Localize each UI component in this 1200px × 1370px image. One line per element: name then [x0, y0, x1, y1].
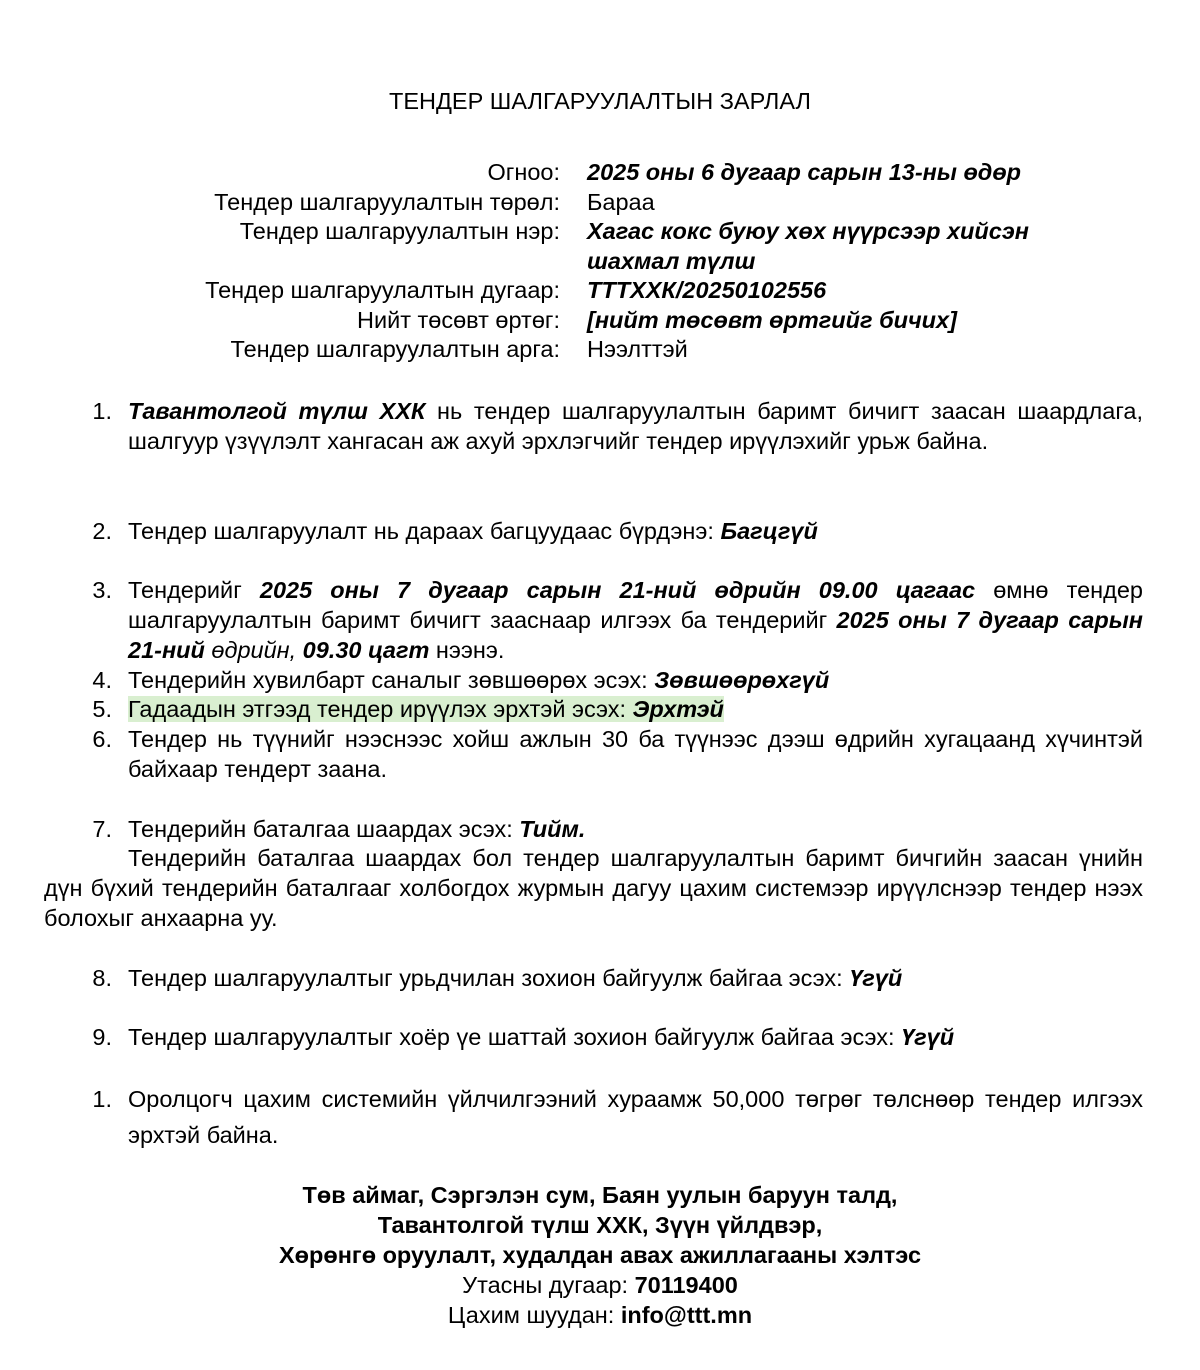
item-number: 9. [92, 1024, 112, 1050]
item-text: Тендерийг [128, 577, 260, 603]
meta-type-label: Тендер шалгаруулалтын төрөл: [214, 188, 560, 215]
list-item [92, 575, 1144, 665]
item-number: 7. [92, 816, 112, 842]
item-value: Тийм. [519, 816, 586, 842]
opening-date: 2025 оны 7 дугаар сарын 21-ний [128, 607, 1143, 663]
guarantee-paragraph: Тендерийн баталгаа шаардах бол тендер шалгаруулалтын баримт бичгийн заасан үнийн дүн бүхий тендерийн баталгааг холбогдох журмын дагуу цахим системээр ирүүлснээр тендер нээх болохыг анхаарна уу. [44, 845, 1143, 931]
tender-meta [0, 158, 1200, 365]
company-name: Тавантолгой түлш ХХК [128, 398, 426, 424]
item-text: Тендер шалгаруулалтыг урьдчилан зохион байгуулж байгаа эсэх: [128, 965, 850, 991]
item-text: Тендерийн хувилбарт саналыг зөвшөөрөх эсэх: [128, 667, 655, 693]
meta-date-value: 2025 оны 6 дугаар сарын 13-ны өдөр [587, 159, 1022, 185]
list-item [92, 814, 1143, 844]
item-number: 1. [92, 398, 112, 424]
footer-email [0, 1300, 1200, 1330]
meta-number-value: ТТТХХК/20250102556 [587, 277, 827, 303]
item-value: Эрхтэй [632, 696, 724, 722]
meta-budget-label: Нийт төсөвт өртөг: [357, 306, 560, 333]
meta-name-row [0, 217, 1200, 276]
meta-method-label: Тендер шалгаруулалтын арга: [230, 336, 560, 362]
meta-date-label: Огноо: [487, 159, 560, 185]
item-number: 8. [92, 965, 112, 991]
item-text: Гадаадын этгээд тендер ирүүлэх эрхтэй эсэх: [128, 696, 633, 722]
item-number: 5. [92, 696, 112, 722]
meta-budget-value: [нийт төсөвт өртгийг бичих] [587, 306, 957, 333]
document-title: ТЕНДЕР ШАЛГАРУУЛАЛТЫН ЗАРЛАЛ [389, 88, 811, 114]
footer-department: Хөрөнгө оруулалт, худалдан авах ажиллагааны хэлтэс [278, 1242, 922, 1268]
meta-number-row [0, 276, 1200, 306]
item-text: Тендер шалгаруулалтыг хоёр үе шаттай зохион байгуулж байгаа эсэх: [128, 1024, 902, 1050]
meta-date-row [0, 158, 1200, 188]
item-text: Тендер шалгаруулалт нь дараах багцуудаас бүрдэнэ: [128, 518, 721, 544]
item-number: 1. [92, 1086, 112, 1112]
meta-method-row [0, 335, 1200, 365]
list-item [92, 396, 1143, 456]
meta-name-label: Тендер шалгаруулалтын нэр: [239, 218, 560, 244]
email-label: Цахим шуудан: [447, 1302, 621, 1328]
footer-phone [0, 1270, 1200, 1300]
phone-number: 70119400 [634, 1272, 738, 1298]
footer-company: Тавантолгой түлш ХХК, Зүүн үйлдвэр, [377, 1212, 823, 1238]
list-item [92, 665, 1143, 695]
list-item [92, 724, 1143, 784]
item-value: Зөвшөөрөхгүй [654, 667, 830, 693]
email-address[interactable]: info@ttt.mn [620, 1302, 753, 1328]
opening-time: 09.30 цагт [296, 637, 430, 663]
item-number: 3. [92, 577, 112, 603]
opening-day-word: өдрийн, [204, 637, 297, 663]
meta-budget-row [0, 306, 1200, 336]
list-item [92, 694, 1143, 724]
item-text: нээнэ. [429, 637, 505, 663]
item-text: Тендер нь түүнийг нээснээс хойш ажлын 30 ба түүнээс дээш өдрийн хугацаанд хүчинтэй байхаар тендерт заана. [128, 726, 1143, 782]
item-value: Багцгүй [720, 518, 818, 544]
item-text: Тендерийн баталгаа шаардах эсэх: [128, 816, 520, 842]
highlighted-text [128, 696, 724, 722]
item-number: 6. [92, 726, 112, 752]
list-item [92, 963, 1143, 993]
item-text: нь тендер шалгаруулалтын баримт бичигт заасан шаардлага, шалгуур үзүүлэлт хангасан аж ахуй эрхлэгчийг тендер ирүүлэхийг урьж байна. [128, 398, 1143, 454]
item-text: өмнө тендер шалгаруулалтын баримт бичигт зааснаар илгээх ба тендерийг [128, 577, 1144, 633]
meta-type-value: Бараа [587, 188, 655, 215]
submission-deadline: 2025 оны 7 дугаар сарын 21-ний өдрийн 09.00 цагаас [259, 577, 976, 603]
meta-number-label: Тендер шалгаруулалтын дугаар: [205, 277, 560, 303]
contact-footer [0, 1180, 1200, 1330]
phone-label: Утасны дугаар: [462, 1272, 635, 1298]
footer-address: Төв аймаг, Сэргэлэн сум, Баян уулын баруун талд, [302, 1182, 898, 1208]
meta-method-value: Нээлттэй [587, 336, 688, 362]
item-number: 2. [92, 518, 112, 544]
item-text: Оролцогч цахим системийн үйлчилгээний хураамж 50,000 төгрөг төлснөөр тендер илгээх эрхтэй байна. [128, 1086, 1143, 1148]
item-value: Үгүй [901, 1024, 955, 1050]
item-number: 4. [92, 667, 112, 693]
list-item [92, 1022, 1143, 1052]
meta-type-row [0, 188, 1200, 218]
item-value: Үгүй [849, 965, 903, 991]
list-item [92, 1081, 1143, 1153]
list-item [92, 516, 1143, 546]
meta-name-value: Хагас кокс буюу хөх нүүрсээр хийсэн шахмал түлш [587, 218, 1029, 274]
